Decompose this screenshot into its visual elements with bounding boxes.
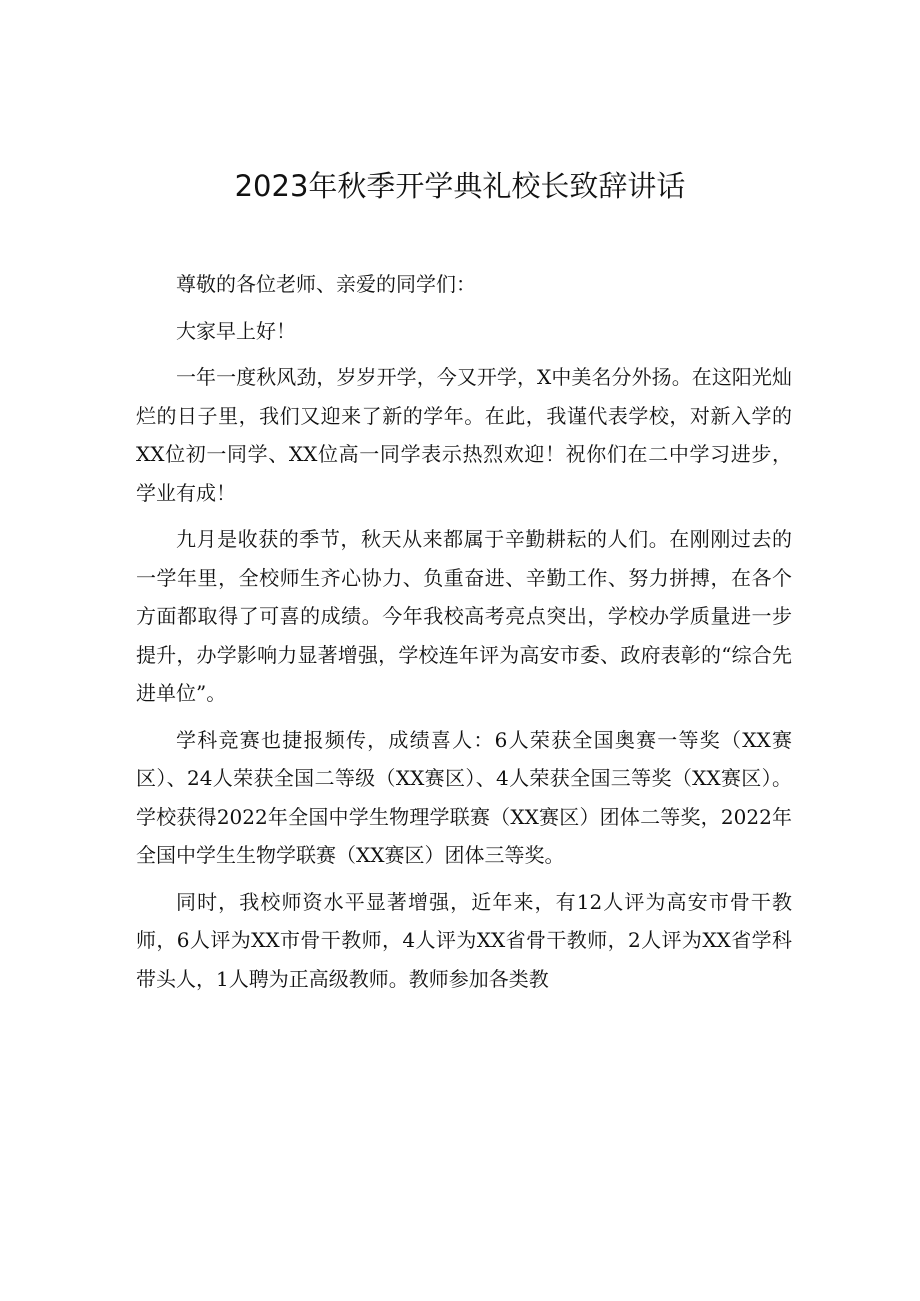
body-paragraph: 九月是收获的季节，秋天从来都属于辛勤耕耘的人们。在刚刚过去的一学年里，全校师生齐心协力、负重奋进、辛勤工作、努力拼搏，在各个方面都取得了可喜的成绩。今年我校高考亮点突出，学校办学质量进一步提升，办学影响力显著增强，学校连年评为高安市委、政府表彰的“综合先进单位”。	[136, 527, 792, 705]
body-paragraph: 一年一度秋风劲，岁岁开学，今又开学，X中美名分外扬。在这阳光灿烂的日子里，我们又迎来了新的学年。在此，我谨代表学校，对新入学的XX位初一同学、XX位高一同学表示热烈欢迎！祝你们在二中学习进步，学业有成！	[136, 365, 792, 505]
salutation: 尊敬的各位老师、亲爱的同学们：	[176, 272, 476, 296]
document-body	[136, 265, 792, 1006]
document-title: 2023年秋季开学典礼校长致辞讲话	[234, 169, 686, 203]
greeting: 大家早上好！	[176, 318, 296, 343]
body-paragraph: 学科竞赛也捷报频传，成绩喜人：6人荣获全国奥赛一等奖（XX赛区）、24人荣获全国二等级（XX赛区）、4人荣获全国三等奖（XX赛区）。学校获得2022年全国中学生物理学联赛（XX赛区）团体二等奖，2022年全国中学生生物学联赛（XX赛区）团体三等奖。	[136, 727, 792, 867]
body-paragraph: 同时，我校师资水平显著增强，近年来，有12人评为高安市骨干教师，6人评为XX市骨干教师，4人评为XX省骨干教师，2人评为XX省学科带头人，1人聘为正高级教师。教师参加各类教	[136, 889, 792, 991]
